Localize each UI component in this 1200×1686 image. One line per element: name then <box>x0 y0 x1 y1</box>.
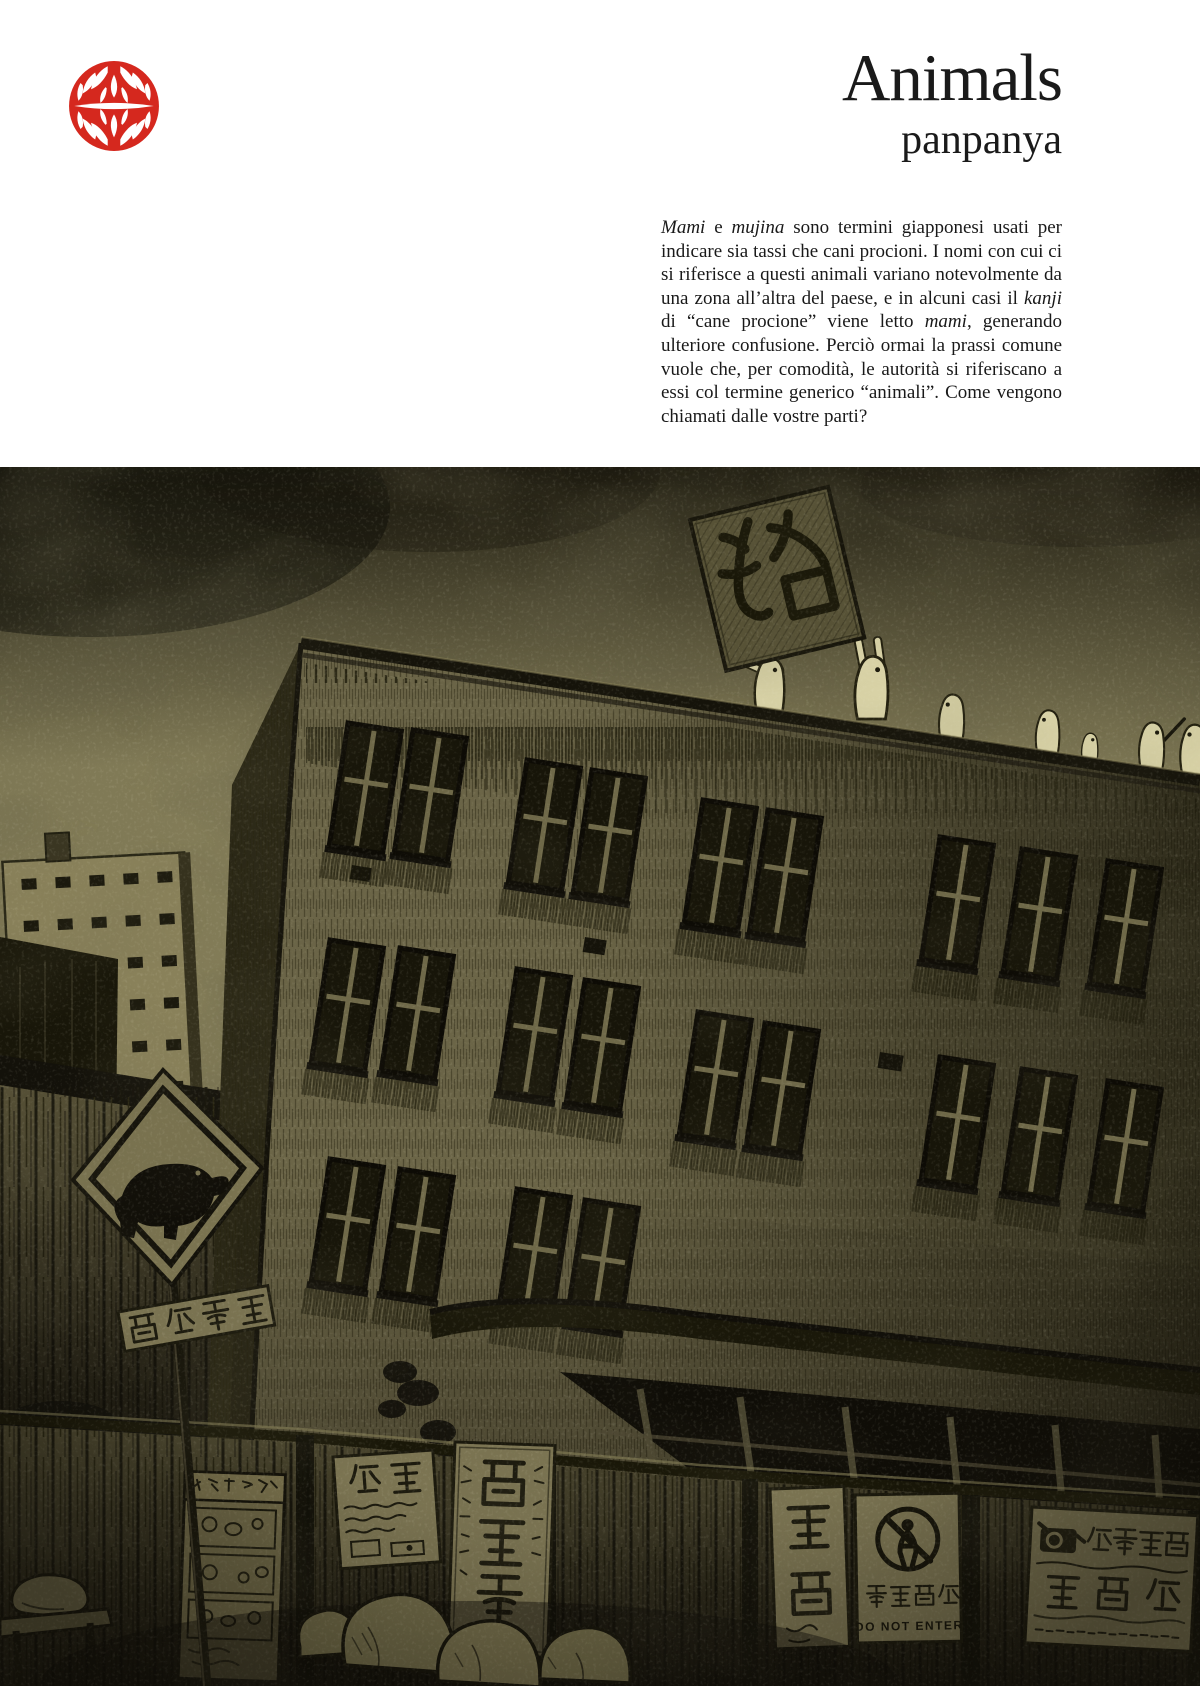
intro-paragraph: Mami e mujina sono termini giapponesi usati per indicare sia tassi che cani procioni. I nomi con cui ci si riferisce a questi animali variano notevolmente da una zona all’altra del paese, e in alcuni casi il kanji di “cane procione” viene letto mami, generando ulteriore confusione. Perciò ormai la prassi comune vuole che, per comodità, le autorità si riferiscano a essi col termine generico “animali”. Come vengono chiamati dalle vostre parti? <box>661 217 1063 427</box>
author-name: panpanya <box>901 117 1062 164</box>
paper-texture-overlay <box>0 467 1200 1686</box>
cover-illustration <box>0 467 1200 1686</box>
page-title: Animals <box>841 41 1062 115</box>
masthead <box>841 41 1062 164</box>
publisher-logo <box>68 60 160 152</box>
